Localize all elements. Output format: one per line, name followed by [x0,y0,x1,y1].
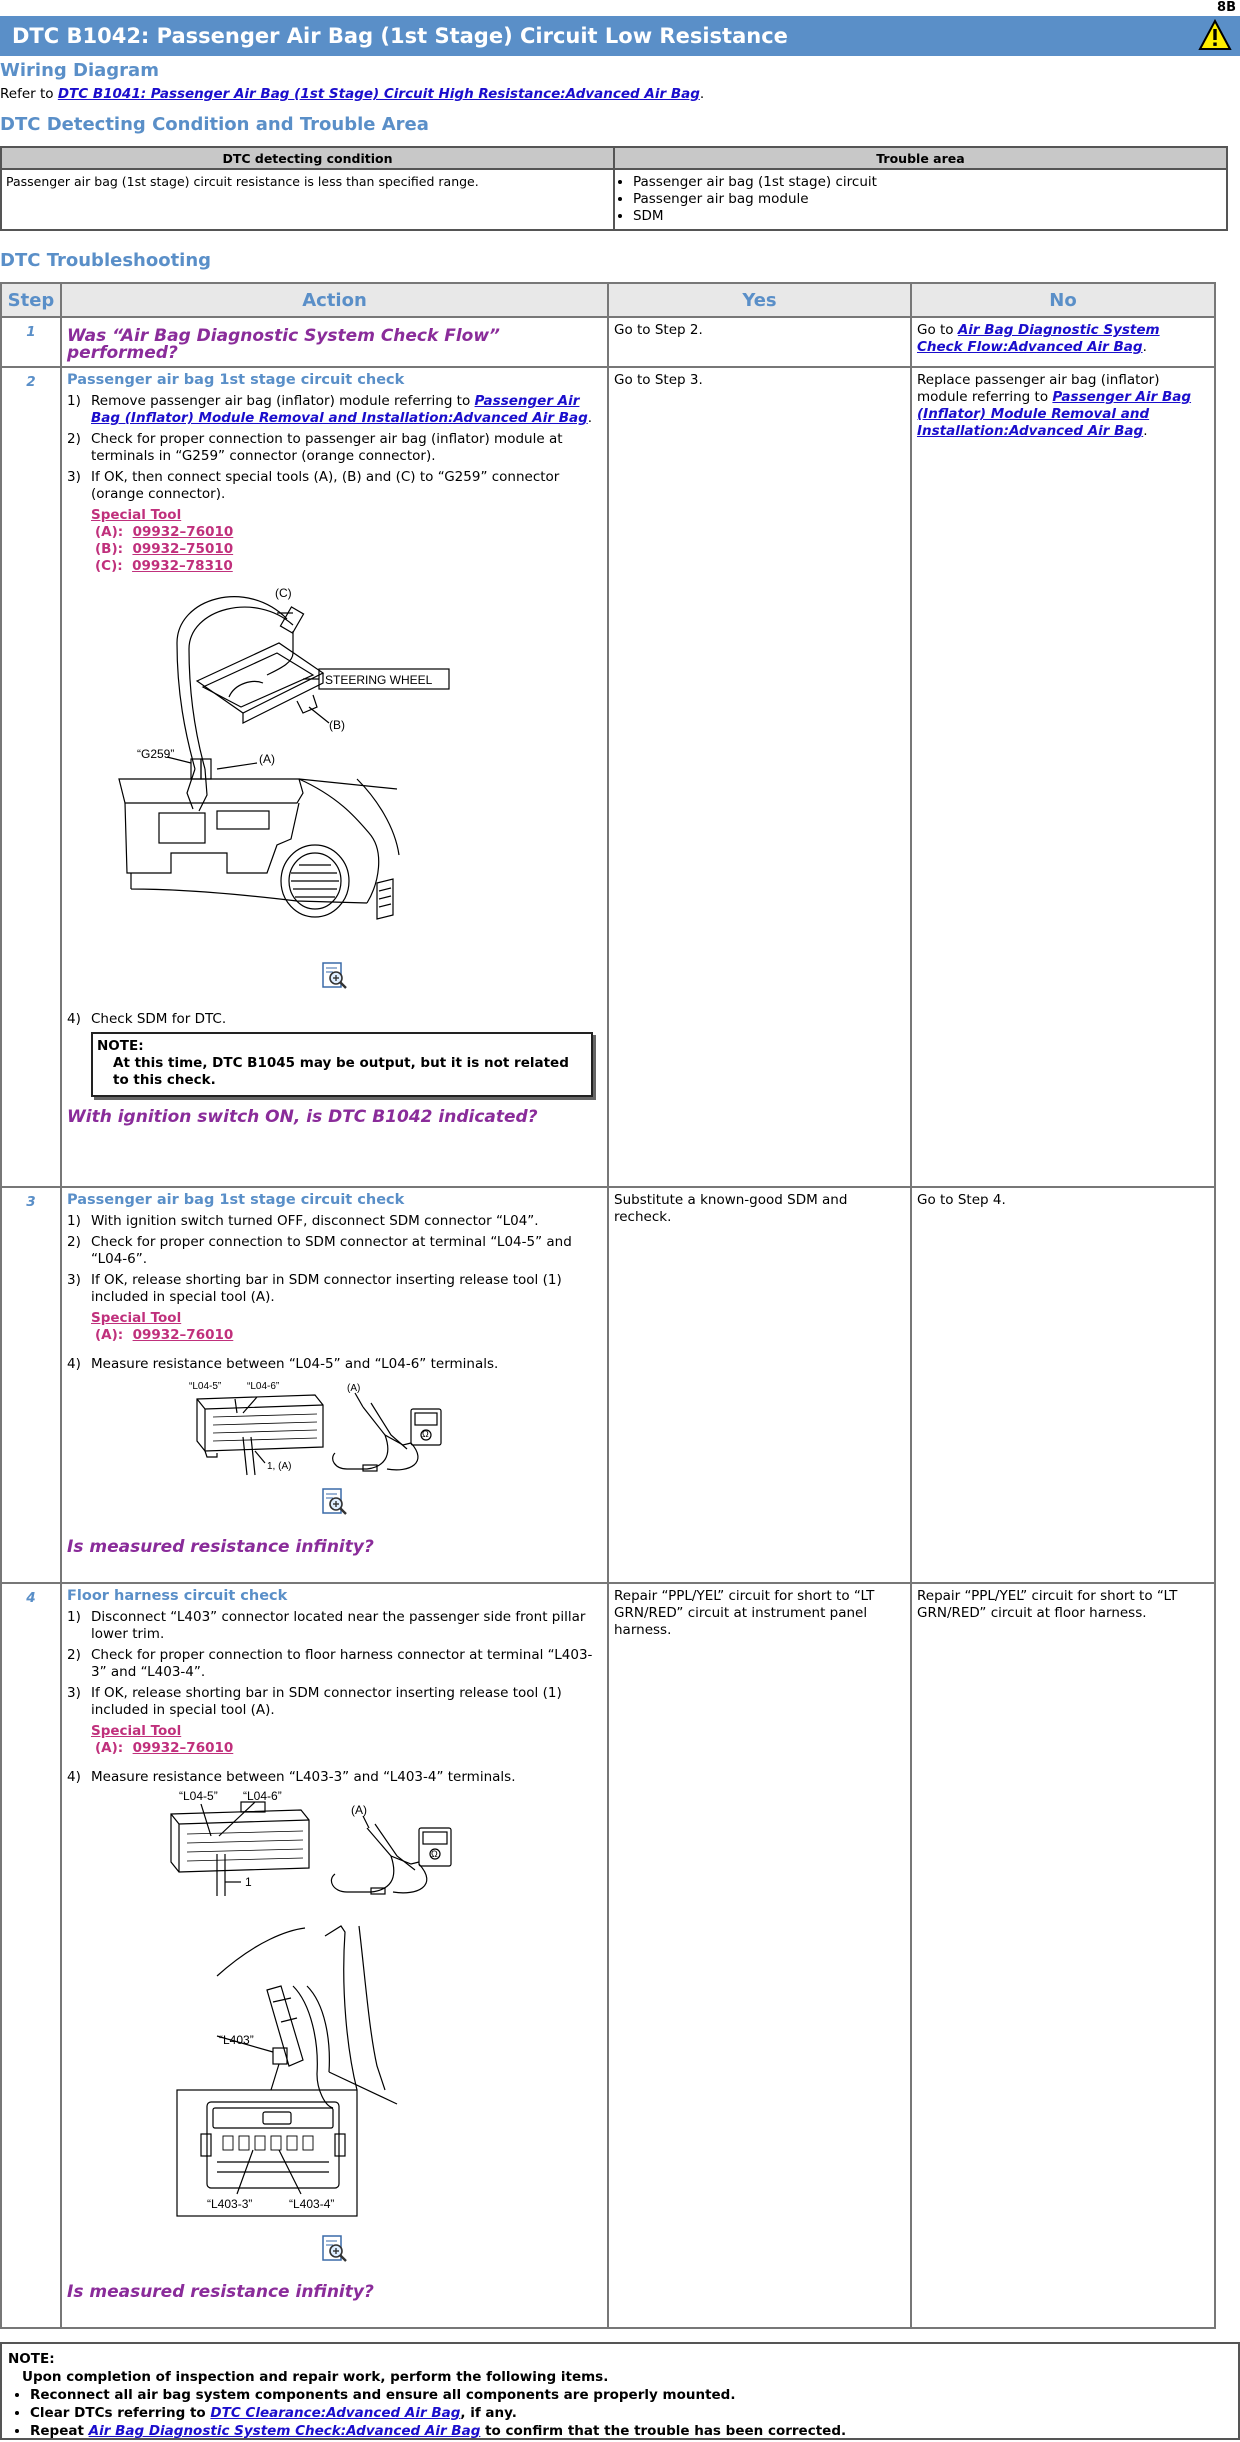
table-row [1,1583,1215,2328]
action-item [67,1769,602,1786]
step-number: 4 [1,1583,61,2328]
tool-part-number: 09932–75010 [132,541,234,557]
item-number: 3) [67,469,81,485]
item-text: Check for proper connection to SDM connector at terminal “L04-5” and “L04-6”. [91,1234,572,1267]
item-text: Check for proper connection to floor harness connector at terminal “L403-3” and “L403-4”. [91,1647,593,1680]
special-tool-line [95,541,602,558]
item-number: 1) [67,1609,81,1625]
no-prefix: Go to [917,322,958,338]
col-header-condition: DTC detecting condition [1,147,614,169]
action-cell [61,1187,608,1583]
fig-label-l04-6: “L04-6” [247,1381,280,1392]
note-prefix: Repeat [30,2423,89,2439]
tool-tag: (C): [95,558,123,574]
fig-label-a: (A) [347,1383,361,1394]
action-cell [61,1583,608,2328]
tool-part-number: 09932–78310 [132,558,233,574]
item-text: If OK, then connect special tools (A), (B) and (C) to “G259” connector (orange connector). [91,469,560,502]
trouble-area-item: • SDM [633,208,1222,225]
check-flow-link[interactable]: Air Bag Diagnostic System Check Flow:Advanced Air Bag [917,322,1160,355]
wiring-diagram-link[interactable]: DTC B1041: Passenger Air Bag (1st Stage) Circuit High Resistance:Advanced Air Bag [57,86,700,102]
step-subtitle: Floor harness circuit check [67,1588,288,1604]
fig-label-steering-wheel: STEERING WHEEL [325,673,433,687]
item-text: Check for proper connection to passenger air bag (inflator) module at terminals in “G259” connector (orange connector). [91,431,563,464]
special-tool-label: Special Tool [91,1723,182,1739]
completion-note [0,2342,1240,2440]
fig-label-1: 1 [245,1875,252,1889]
zoom-in-icon[interactable] [321,961,349,991]
section-code: 8B [1217,0,1236,15]
tool-tag: (B): [95,541,124,557]
wiring-refer-line [0,86,704,102]
action-item [67,431,602,465]
note-label: NOTE: [8,2351,55,2367]
note-prefix: Clear DTCs referring to [30,2405,211,2421]
step-number: 3 [1,1187,61,1583]
action-item [67,1011,602,1028]
item-number: 2) [67,1234,81,1250]
fig-label-l403-4: “L403-4” [289,2197,335,2211]
col-header-yes: Yes [608,283,911,317]
page-title-bar [0,16,1240,56]
refer-suffix: . [699,86,705,102]
item-text: If OK, release shorting bar in SDM connector inserting release tool (1) included in special tool (A). [91,1272,562,1305]
special-tool-line [95,1740,602,1757]
action-item [67,1213,602,1230]
no-prefix: Replace passenger air bag (inflator) module referring to [917,372,1160,405]
col-header-no: No [911,283,1215,317]
item-number: 1) [67,393,81,409]
item-number: 4) [67,1011,81,1027]
ohm-symbol: Ω [422,1429,429,1439]
action-item [67,1356,602,1373]
note-suffix: to confirm that the trouble has been corrected. [480,2423,847,2439]
yes-cell: Go to Step 2. [608,317,911,367]
note-suffix: , if any. [460,2405,517,2421]
yes-cell: Repair “PPL/YEL” circuit for short to “LT GRN/RED” circuit at instrument panel harness. [608,1583,911,2328]
tool-part-number: 09932–76010 [132,1327,234,1343]
note-intro: Upon completion of inspection and repair work, perform the following items. [22,2369,609,2385]
detecting-heading: DTC Detecting Condition and Trouble Area [0,114,429,135]
item-number: 3) [67,1272,81,1288]
item-text: Disconnect “L403” connector located near the passenger side front pillar lower trim. [91,1609,586,1642]
note-item [30,2404,1232,2422]
special-tool-connection-diagram [67,583,602,953]
fig-label-g259: “G259” [137,747,175,761]
note-label: NOTE: [97,1038,144,1054]
item-number: 4) [67,1769,81,1785]
step-question: With ignition switch ON, is DTC B1042 indicated? [67,1107,538,1127]
item-text: Remove passenger air bag (inflator) module referring to [91,393,475,409]
note-item [30,2422,1232,2440]
item-text: With ignition switch turned OFF, disconnect SDM connector “L04”. [91,1213,539,1229]
tool-part-number: 09932–76010 [132,1740,234,1756]
action-item [67,393,602,427]
tool-part-number: 09932–76010 [132,524,234,540]
fig-label-a: (A) [351,1803,367,1817]
special-tool-line [95,558,602,575]
table-row [1,317,1215,367]
action-cell [61,367,608,1187]
detecting-condition-table [0,146,1228,231]
col-header-action: Action [61,283,608,317]
refer-prefix: Refer to [0,86,58,102]
warning-triangle-icon [1198,19,1232,51]
trouble-area-item: • Passenger air bag (1st stage) circuit [633,174,1222,191]
no-cell [911,367,1215,1187]
module-removal-link[interactable]: Passenger Air Bag (Inflator) Module Removal and Installation:Advanced Air Bag [91,393,588,426]
sdm-connector-diagram [67,1377,602,1481]
no-suffix: . [1142,339,1147,355]
note-box [91,1032,593,1097]
fig-label-l04-5: “L04-5” [179,1790,218,1803]
special-tool-label: Special Tool [91,507,182,523]
action-item [67,1685,602,1719]
item-text: Measure resistance between “L403-3” and “L403-4” terminals. [91,1769,516,1785]
table-row [1,1187,1215,1583]
diagnostic-check-link[interactable]: Air Bag Diagnostic System Check:Advanced Air Bag [88,2423,481,2439]
special-tool-label: Special Tool [91,1310,182,1326]
no-cell [911,317,1215,367]
trouble-area-cell [614,169,1227,230]
tool-tag: (A): [95,1740,124,1756]
condition-cell: Passenger air bag (1st stage) circuit resistance is less than specified range. [1,169,614,230]
no-cell: Repair “PPL/YEL” circuit for short to “LT GRN/RED” circuit at floor harness. [911,1583,1215,2328]
floor-harness-connector-diagram [67,1790,602,2230]
special-tool-line [95,524,602,541]
dtc-clearance-link[interactable]: DTC Clearance:Advanced Air Bag [210,2405,461,2421]
tool-tag: (A): [95,524,124,540]
fig-label-l04-5: “L04-5” [189,1381,222,1392]
item-number: 3) [67,1685,81,1701]
item-text: Check SDM for DTC. [91,1011,227,1027]
troubleshooting-table [0,282,1216,2329]
col-header-area: Trouble area [614,147,1227,169]
fig-label-b: (B) [329,718,345,732]
tool-tag: (A): [95,1327,124,1343]
troubleshooting-heading: DTC Troubleshooting [0,250,212,271]
step-question: Is measured resistance infinity? [67,1537,374,1557]
zoom-in-icon[interactable] [321,2234,349,2264]
yes-cell: Substitute a known-good SDM and recheck. [608,1187,911,1583]
wiring-diagram-heading: Wiring Diagram [0,60,159,81]
yes-cell: Go to Step 3. [608,367,911,1187]
note-text: At this time, DTC B1045 may be output, but it is not related to this check. [113,1055,569,1088]
item-number: 1) [67,1213,81,1229]
fig-label-l403: “L403” [219,2033,254,2047]
step-subtitle: Passenger air bag 1st stage circuit check [67,1192,405,1208]
step-subtitle: Passenger air bag 1st stage circuit check [67,372,405,388]
action-item [67,469,602,503]
item-number: 2) [67,431,81,447]
ohm-symbol: Ω [431,1849,438,1859]
fig-label-1a: 1, (A) [267,1461,292,1472]
item-number: 2) [67,1647,81,1663]
zoom-in-icon[interactable] [321,1487,349,1517]
special-tool-line [95,1327,602,1344]
fig-label-l04-6: “L04-6” [243,1790,282,1803]
item-suffix: . [587,410,593,426]
step-question: Was “Air Bag Diagnostic System Check Flow” performed? [67,326,501,363]
col-header-step: Step [1,283,61,317]
fig-label-a: (A) [259,752,275,766]
page-title: DTC B1042: Passenger Air Bag (1st Stage) Circuit Low Resistance [12,24,788,48]
item-text: If OK, release shorting bar in SDM connector inserting release tool (1) included in special tool (A). [91,1685,562,1718]
item-text: Measure resistance between “L04-5” and “L04-6” terminals. [91,1356,499,1372]
note-item: • Reconnect all air bag system components and ensure all components are properly mounted. [30,2386,1232,2404]
action-item [67,1234,602,1268]
action-item [67,1609,602,1643]
no-suffix: . [1143,423,1148,439]
item-number: 4) [67,1356,81,1372]
step-question: Is measured resistance infinity? [67,2282,374,2302]
trouble-area-item: • Passenger air bag module [633,191,1222,208]
fig-label-l403-3: “L403-3” [207,2197,253,2211]
step-number: 1 [1,317,61,367]
action-item [67,1272,602,1306]
action-item [67,1647,602,1681]
table-row [1,367,1215,1187]
module-removal-link[interactable]: Passenger Air Bag (Inflator) Module Removal and Installation:Advanced Air Bag [917,389,1192,439]
step-number: 2 [1,367,61,1187]
fig-label-c: (C) [275,586,292,600]
no-cell: Go to Step 4. [911,1187,1215,1583]
